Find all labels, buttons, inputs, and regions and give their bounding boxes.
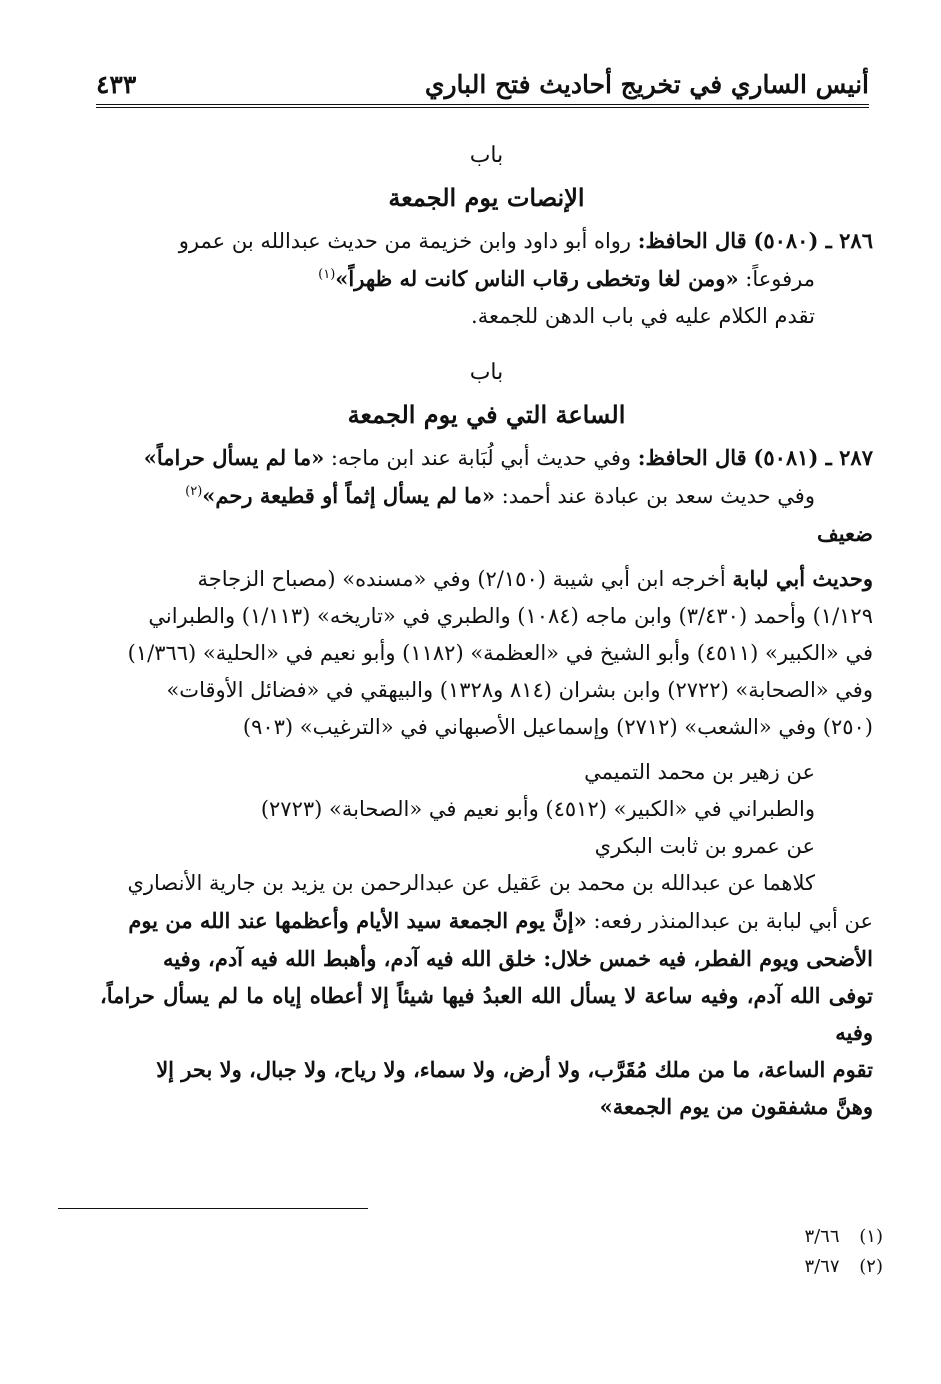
qal-label-287: قال الحافظ: — [637, 445, 747, 470]
footnote-1-text: ٣/٦٦ — [804, 1226, 840, 1247]
takhrij-line-1 — [100, 560, 873, 598]
matn-line-4: تقوم الساعة، ما من ملك مُقَرَّب، ولا أرض، ولا سماء، ولا رياح، ولا جبال، ولا بحر إلا — [156, 1057, 873, 1082]
matn-line-2: الأضحى ويوم الفطر، فيه خمس خلال: خلق الله فيه آدم، وأهبط الله فيه آدم، وفيه — [162, 946, 873, 971]
qal-label-286: قال الحافظ: — [637, 228, 747, 253]
hadith-287-matn-2: «ما لم يسأل إثماً أو قطيعة رحم» — [202, 483, 495, 508]
isnad-line-3: عن عمرو بن ثابت البكري — [594, 834, 815, 858]
hadith-287-saad: وفي حديث سعد بن عبادة عند أحمد: — [501, 484, 815, 508]
hadith-287-line-2 — [100, 477, 873, 515]
hadith-287-matn-1: «ما لم يسأل حراماً» — [143, 445, 325, 470]
hadith-286-marfu: مرفوعاً: — [745, 267, 815, 291]
running-header — [96, 62, 869, 106]
isnad-line-2: والطبراني في «الكبير» (٤٥١٢) وأبو نعيم في «الصحابة» (٢٧٢٣) — [260, 797, 815, 821]
footnote-ref-2: (٢) — [185, 484, 203, 499]
matn-line-3: توفى الله آدم، وفيه ساعة لا يسأل الله العبدُ فيها شيئاً إلا أعطاه إياه ما لم يسأل حراماً، وفيه — [100, 983, 873, 1045]
matn-line-5: وهنَّ مشفقون من يوم الجمعة» — [599, 1094, 873, 1119]
isnad-line-5 — [100, 902, 873, 940]
page-body — [100, 136, 873, 1125]
grade-label: ضعيف — [816, 521, 873, 546]
isnad-line-4: كلاهما عن عبدالله بن محمد بن عَقيل عن عبدالرحمن بن يزيد بن جارية الأنصاري — [127, 871, 815, 895]
takhrij-line-2: ١/١٢٩) وأحمد (٣/٤٣٠) وابن ماجه (١٠٨٤) والطبري في «تاريخه» (١/١١٣) والطبراني — [148, 604, 873, 628]
header-rule — [96, 104, 869, 105]
chapter-title-2: الساعة التي في يوم الجمعة — [347, 400, 626, 429]
hadith-286-line-1 — [100, 222, 873, 260]
chapter-title-1: الإنصات يوم الجمعة — [388, 183, 585, 212]
takhrij-line-4: وفي «الصحابة» (٢٧٢٢) وابن بشران (٨١٤ و١٣٢٨) والبيهقي في «فضائل الأوقات» — [166, 678, 873, 702]
footnote-ref-1: (١) — [318, 267, 336, 282]
hadith-287-line-1 — [100, 439, 873, 477]
hadith-286-line-2 — [100, 260, 873, 298]
bab-heading-1: باب — [469, 143, 504, 168]
bab-heading-2: باب — [469, 360, 504, 385]
takhrij-line-3: في «الكبير» (٤٥١١) وأبو الشيخ في «العظمة» (١١٨٢) وأبو نعيم في «الحلية» (١/٣٦٦) — [127, 641, 873, 665]
header-rule-secondary — [96, 107, 869, 108]
footnotes — [804, 1222, 883, 1282]
takhrij-line-5: (٢٥٠) وفي «الشعب» (٢٧١٢) وإسماعيل الأصبهاني في «الترغيب» (٩٠٣) — [242, 715, 873, 739]
footnote-2-text: ٣/٦٧ — [804, 1256, 840, 1277]
footnote-rule — [58, 1208, 368, 1209]
footnote-1-number: (١) — [859, 1226, 883, 1247]
isnad-marfu: عن أبي لبابة بن عبدالمنذر رفعه: — [593, 909, 873, 933]
hadith-286-text: رواه أبو داود وابن خزيمة من حديث عبدالله بن عمرو — [178, 229, 632, 253]
footnote-2 — [804, 1252, 883, 1282]
footnote-1 — [804, 1222, 883, 1252]
book-title: أنيس الساري في تخريج أحاديث فتح الباري — [424, 69, 869, 99]
matn-line-1: «إنَّ يوم الجمعة سيد الأيام وأعظمها عند الله من يوم — [128, 908, 587, 933]
hadith-number-286: ٢٨٦ ـ (٥٠٨٠) — [753, 228, 873, 253]
hadith-286-matn: «ومن لغا وتخطى رقاب الناس كانت له ظهراً» — [335, 266, 739, 291]
page-number: ٤٣٣ — [96, 69, 137, 99]
hadith-287-text: وفي حديث أبي لُبَابة عند ابن ماجه: — [330, 446, 632, 470]
hadith-number-287: ٢٨٧ ـ (٥٠٨١) — [753, 445, 873, 470]
takhrij-text-1: أخرجه ابن أبي شيبة (٢/١٥٠) وفي «مسنده» (مصباح الزجاجة — [197, 567, 726, 591]
hadith-286-note: تقدم الكلام عليه في باب الدهن للجمعة. — [471, 304, 815, 328]
footnote-2-number: (٢) — [859, 1256, 883, 1277]
takhrij-heading: وحديث أبي لبابة — [732, 566, 873, 591]
isnad-line-1: عن زهير بن محمد التميمي — [584, 760, 815, 784]
